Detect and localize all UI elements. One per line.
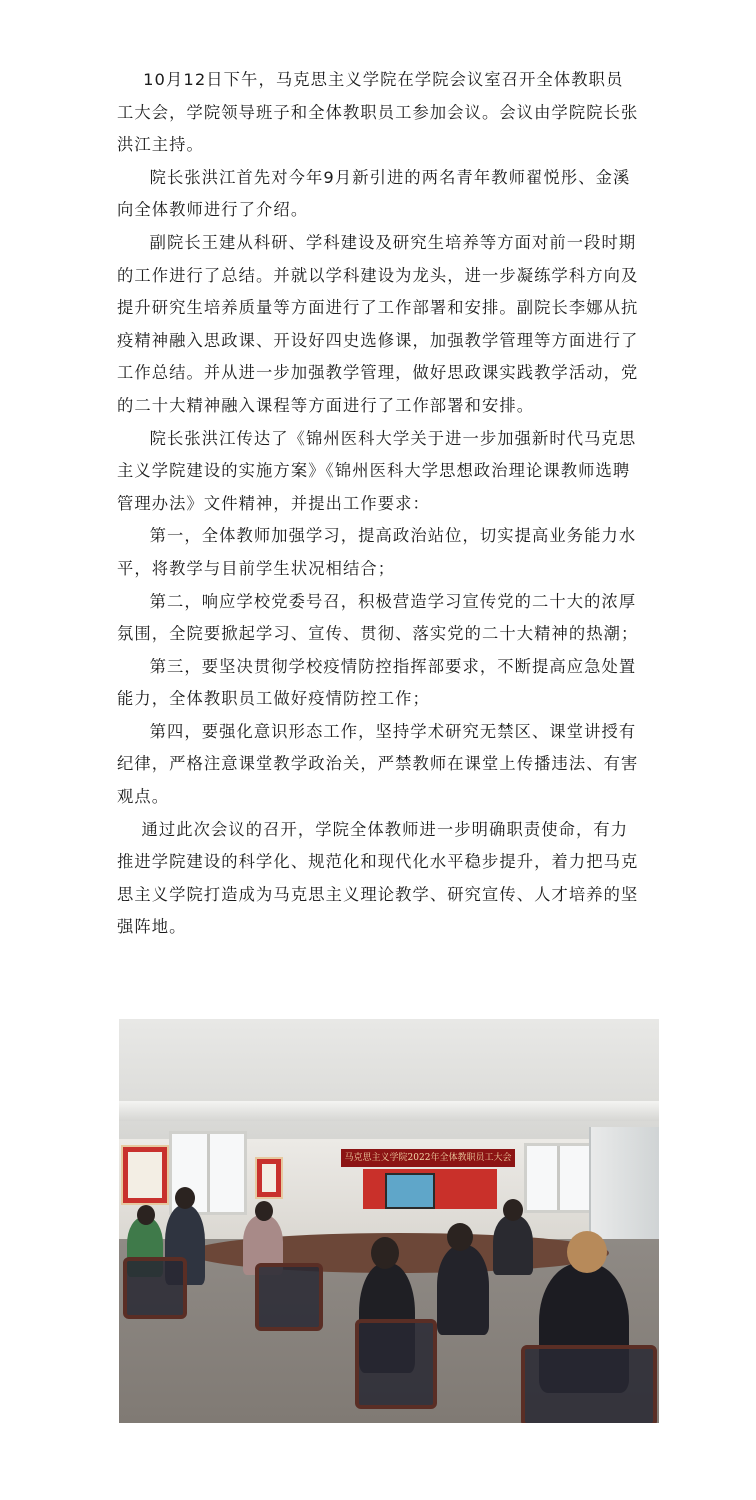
paragraph-requirement-4: 第四，要强化意识形态工作，坚持学术研究无禁区、课堂讲授有 纪律，严格注意课堂教学政治关，严禁教师在课堂上传播违法、有害 观点。 [117,721,639,807]
meeting-photo [119,1019,659,1423]
photo-person-head [567,1231,607,1273]
photo-chair [255,1263,323,1331]
paragraph-conclusion: 通过此次会议的召开，学院全体教师进一步明确职责使命，有力 推进学院建设的科学化、规范化和现代化水平稳步提升，着力把马克 思主义学院打造成为马克思主义理论教学、研究宣传、人才培养的坚 强阵地。 [117,819,639,937]
paragraph-requirement-1: 第一，全体教师加强学习，提高政治站位，切实提高业务能力水 平，将教学与目前学生状况相结合； [117,526,637,578]
photo-poster-small [255,1157,283,1199]
photo-chair [355,1319,437,1409]
photo-chair [123,1257,187,1319]
paragraph-requirement-2: 第二，响应学校党委号召，积极营造学习宣传党的二十大的浓厚 氛围，全院要掀起学习、宣传、贯彻、落实党的二十大精神的热潮； [117,591,639,644]
photo-person-head [137,1205,155,1225]
photo-person [493,1215,533,1275]
paragraph-vice-dean-reports: 副院长王建从科研、学科建设及研究生培养等方面对前一段时期 的工作进行了总结。并就以学科建设为龙头，进一步凝练学科方向及 提升研究生培养质量等方面进行了工作部署和安排。副院长李娜从抗 疫精神融入思政课、开设好四史选修课，加强教学管理等方面进行了 工作总结。并从进一步加强教学管理，做好思政课实践教学活动，党 的二十大精神融入课程等方面进行了工作部署和安排。 [117,232,639,415]
paragraph-documents: 院长张洪江传达了《锦州医科大学关于进一步加强新时代马克思 主义学院建设的实施方案》《锦州医科大学思想政治理论课教师选聘 管理办法》文件精神，并提出工作要求： [117,428,637,513]
paragraph-new-teachers: 院长张洪江首先对今年9月新引进的两名青年教师翟悦彤、金溪 向全体教师进行了介绍。 [117,167,631,220]
photo-window-right [524,1143,592,1213]
photo-person-head [447,1223,473,1251]
photo-poster-left [121,1145,169,1205]
photo-person-head [503,1199,523,1221]
photo-screen [385,1173,435,1209]
photo-banner: 马克思主义学院2022年全体教职员工大会 [341,1149,515,1167]
photo-chair [521,1345,657,1423]
photo-person [437,1245,489,1335]
photo-person-head [175,1187,195,1209]
photo-person-head [371,1237,399,1269]
paragraph-requirement-3: 第三，要坚决贯彻学校疫情防控指挥部要求，不断提高应急处置 能力，全体教职员工做好疫情防控工作； [117,656,637,709]
article-body [117,64,643,944]
photo-person-head [255,1201,273,1221]
paragraph-meeting-intro: 10月12日下午，马克思主义学院在学院会议室召开全体教职员 工大会，学院领导班子和全体教职员工参加会议。会议由学院院长张 洪江主持。 [117,70,639,155]
photo-ceiling-beam [119,1101,659,1121]
